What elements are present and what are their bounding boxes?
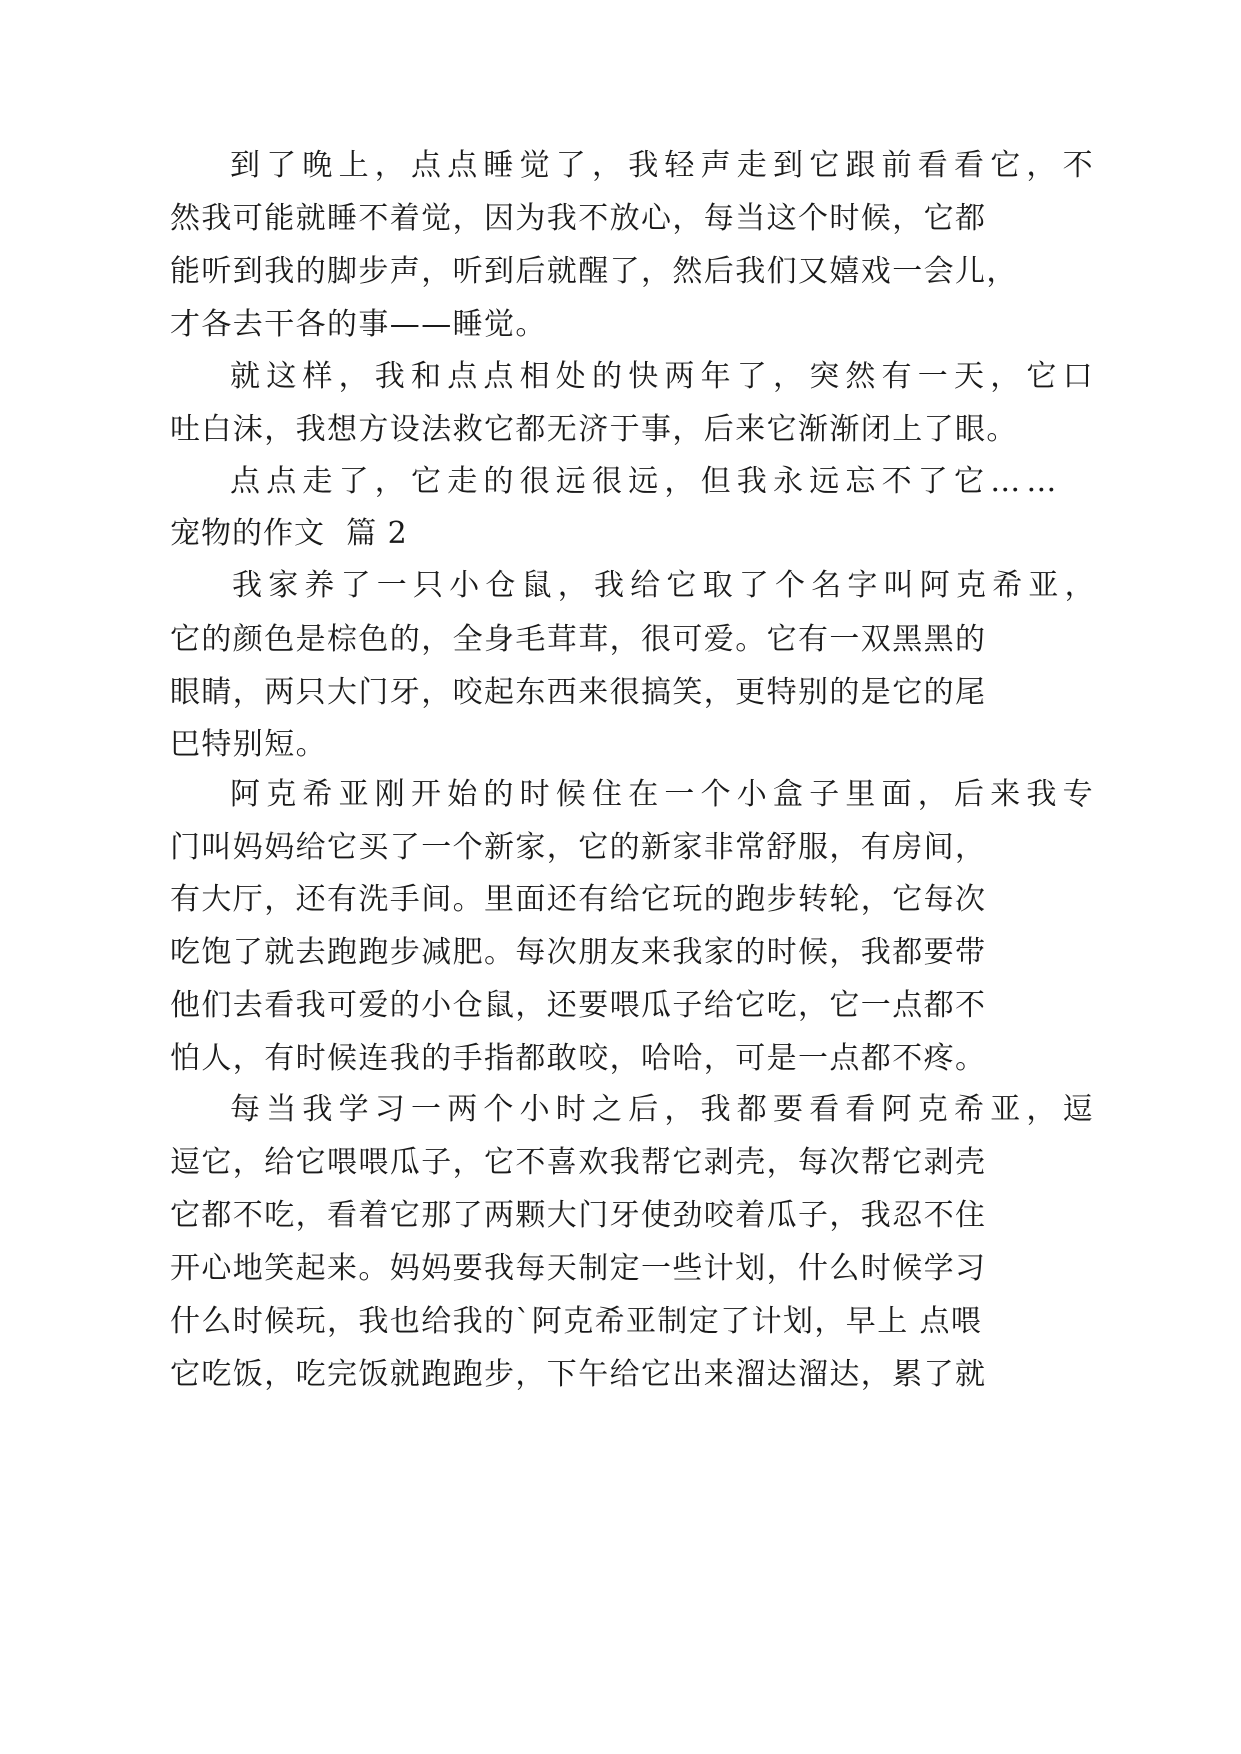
text-line: 它的颜色是棕色的，全身毛茸茸，很可爱。它有一双黑黑的 — [170, 622, 987, 657]
text-line: 阿克希亚刚开始的时候住在一个小盒子里面，后来我专 — [230, 777, 1099, 812]
text-line: 我家养了一只小仓鼠，我给它取了个名字叫阿克希亚， — [232, 568, 1101, 603]
text-line: 就这样，我和点点相处的快两年了，突然有一天，它口 — [230, 359, 1099, 394]
text-line: 吐白沫，我想方设法救它都无济于事，后来它渐渐闭上了眼。 — [170, 412, 1018, 447]
section-heading: 宠物的作文 篇 2 — [170, 516, 408, 551]
text-line: 逗它，给它喂喂瓜子，它不喜欢我帮它剥壳，每次帮它剥壳 — [170, 1145, 987, 1180]
text-line: 眼睛，两只大门牙，咬起东西来很搞笑，更特别的是它的尾 — [170, 675, 987, 710]
text-line: 什么时候玩，我也给我的`阿克希亚制定了计划，早上 点喂 — [170, 1304, 983, 1339]
text-line: 吃饱了就去跑跑步减肥。每次朋友来我家的时候，我都要带 — [170, 935, 987, 970]
text-line: 它都不吃，看着它那了两颗大门牙使劲咬着瓜子，我忍不住 — [170, 1198, 987, 1233]
text-line: 能听到我的脚步声，听到后就醒了，然后我们又嬉戏一会儿， — [170, 254, 1018, 289]
text-line: 怕人，有时候连我的手指都敢咬，哈哈，可是一点都不疼。 — [170, 1041, 987, 1076]
text-line: 巴特别短。 — [170, 727, 327, 762]
text-line: 他们去看我可爱的小仓鼠，还要喂瓜子给它吃，它一点都不 — [170, 988, 987, 1023]
text-line: 点点走了，它走的很远很远，但我永远忘不了它…… — [230, 464, 1063, 499]
text-line: 然我可能就睡不着觉，因为我不放心，每当这个时候，它都 — [170, 201, 987, 236]
text-line: 有大厅，还有洗手间。里面还有给它玩的跑步转轮，它每次 — [170, 882, 987, 917]
text-line: 每当我学习一两个小时之后，我都要看看阿克希亚，逗 — [230, 1092, 1099, 1127]
text-line: 开心地笑起来。妈妈要我每天制定一些计划，什么时候学习 — [170, 1251, 987, 1286]
text-line: 门叫妈妈给它买了一个新家，它的新家非常舒服，有房间， — [170, 830, 987, 865]
text-line: 它吃饭，吃完饭就跑跑步，下午给它出来溜达溜达，累了就 — [170, 1357, 987, 1392]
text-line: 才各去干各的事——睡觉。 — [170, 307, 547, 342]
text-line: 到了晚上，点点睡觉了，我轻声走到它跟前看看它，不 — [230, 148, 1099, 183]
